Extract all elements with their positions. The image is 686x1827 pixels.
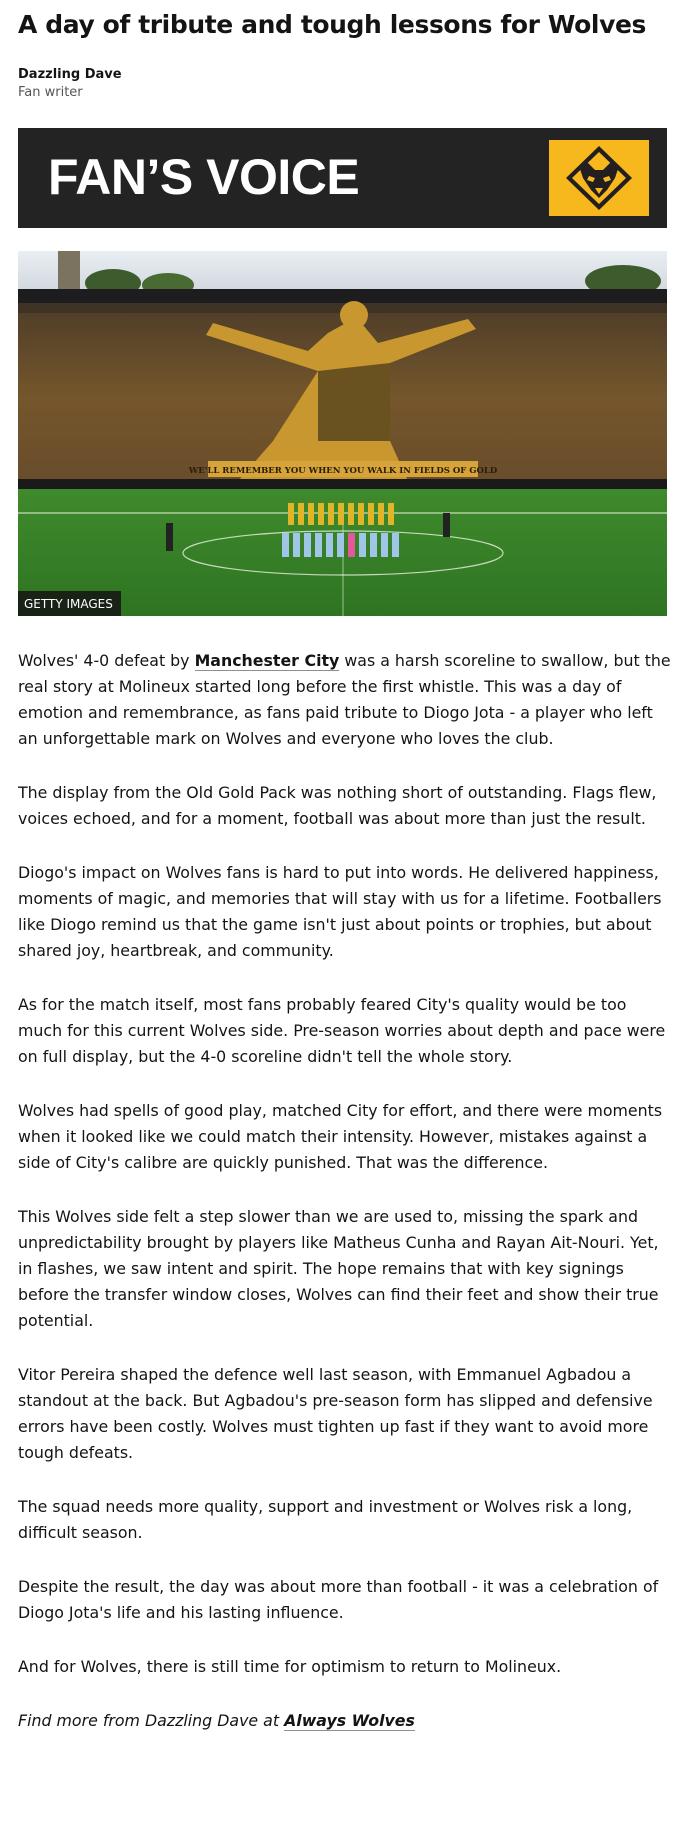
article-title: A day of tribute and tough lessons for Wolves: [18, 10, 647, 39]
paragraph: This Wolves side felt a step slower than we are used to, missing the spark and unpredictability brought by players like Matheus Cunha and Rayan Ait-Nouri. Yet, in flashes, we saw intent and spirit. The hope remains that with key signings before the transfer window closes, Wolves can find their feet and show their true potential.: [18, 1207, 659, 1330]
banner-title: FAN’S VOICE: [48, 149, 360, 205]
author-name: Dazzling Dave: [18, 67, 122, 82]
paragraph-text: was a harsh scoreline to swallow, but the real story at Molineux started long before the first whistle. This was a day of emotion and remembrance, as fans paid tribute to Diogo Jota - a player who left an unforgettable mark on Wolves and everyone who loves the club.: [18, 651, 671, 748]
paragraph: Vitor Pereira shaped the defence well last season, with Emmanuel Agbadou a standout at the back. But Agbadou's pre-season form has slipped and defensive errors have been costly. Wolves must tighten up fast if they want to avoid more tough defeats.: [18, 1365, 653, 1462]
paragraph: And for Wolves, there is still time for optimism to return to Molineux.: [18, 1657, 562, 1676]
paragraph: The squad needs more quality, support and investment or Wolves risk a long, difficult season.: [18, 1497, 633, 1542]
paragraph: As for the match itself, most fans probably feared City's quality would be too much for this current Wolves side. Pre-season worries about depth and pace were on full display, but the 4-0 scoreline didn't tell the whole story.: [18, 995, 666, 1066]
paragraph: The display from the Old Gold Pack was nothing short of outstanding. Flags flew, voices echoed, and for a moment, football was about more than just the result.: [18, 783, 657, 828]
paragraph-text: Wolves' 4-0 defeat by: [18, 651, 195, 670]
footer-text: Find more from Dazzling Dave at: [18, 1711, 285, 1730]
manchester-city-link[interactable]: Manchester City: [194, 651, 340, 670]
article-body: [18, 648, 672, 1762]
paragraph: [18, 648, 672, 752]
paragraph: Diogo's impact on Wolves fans is hard to put into words. He delivered happiness, moments of magic, and memories that will stay with us for a lifetime. Footballers like Diogo remind us that the game isn't just about points or trophies, but about shared joy, heartbreak, and community.: [18, 863, 662, 960]
paragraph: Wolves had spells of good play, matched City for effort, and there were moments when it looked like we could match their intensity. However, mistakes against a side of City's calibre are quickly punished. That was the difference.: [18, 1101, 663, 1172]
wolves-crest-icon: [549, 140, 649, 216]
fans-voice-banner: [18, 128, 667, 228]
paragraph: Despite the result, the day was about more than football - it was a celebration of Diogo Jota's life and his lasting influence.: [18, 1577, 659, 1622]
stadium-tribute-photo: [18, 251, 667, 616]
image-credit: GETTY IMAGES: [18, 591, 121, 616]
always-wolves-link[interactable]: Always Wolves: [284, 1711, 415, 1730]
footer-line: [18, 1708, 672, 1734]
tifo-banner-text: WE'LL REMEMBER YOU WHEN YOU WALK IN FIELDS OF GOLD: [188, 466, 498, 476]
author-role: Fan writer: [18, 85, 83, 100]
